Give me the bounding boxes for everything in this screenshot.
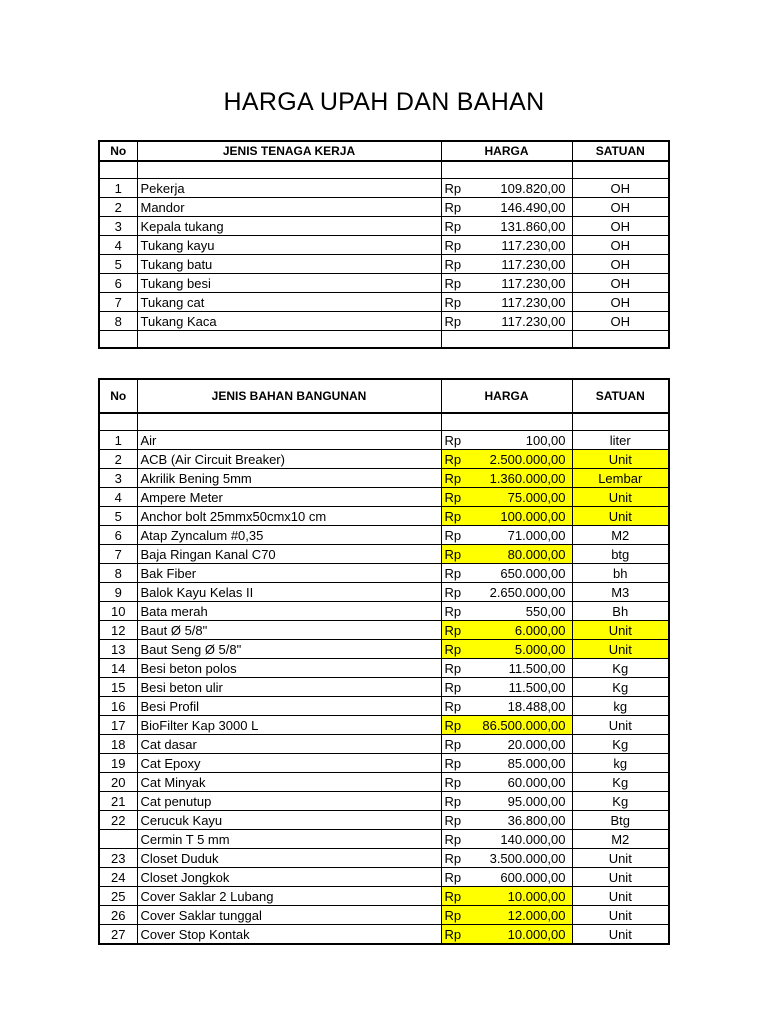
price-value: 2.650.000,00 [473, 583, 572, 602]
row-number: 20 [99, 773, 137, 792]
item-name: Bata merah [137, 602, 441, 621]
unit-value: bh [572, 564, 669, 583]
price-value: 600.000,00 [473, 868, 572, 887]
currency-label: Rp [441, 735, 473, 754]
price-value: 131.860,00 [473, 217, 572, 236]
header-price: HARGA [441, 141, 572, 161]
table-row [99, 469, 669, 488]
item-name: Anchor bolt 25mmx50cmx10 cm [137, 507, 441, 526]
item-name: Cat Minyak [137, 773, 441, 792]
unit-value: OH [572, 255, 669, 274]
empty-cell [572, 413, 669, 431]
item-name: Mandor [137, 198, 441, 217]
item-name: Tukang cat [137, 293, 441, 312]
unit-value: M3 [572, 583, 669, 602]
unit-value: OH [572, 179, 669, 198]
table-row [99, 526, 669, 545]
unit-value: OH [572, 274, 669, 293]
item-name: Bak Fiber [137, 564, 441, 583]
price-value: 75.000,00 [473, 488, 572, 507]
row-number: 1 [99, 431, 137, 450]
currency-label: Rp [441, 830, 473, 849]
price-value: 117.230,00 [473, 293, 572, 312]
currency-label: Rp [441, 236, 473, 255]
price-value: 95.000,00 [473, 792, 572, 811]
table-row [99, 217, 669, 236]
item-name: Besi beton polos [137, 659, 441, 678]
row-number: 12 [99, 621, 137, 640]
currency-label: Rp [441, 274, 473, 293]
row-number: 8 [99, 312, 137, 331]
price-value: 18.488,00 [473, 697, 572, 716]
item-name: Cat Epoxy [137, 754, 441, 773]
unit-value: Unit [572, 925, 669, 945]
table-row [99, 754, 669, 773]
unit-value: Bh [572, 602, 669, 621]
row-number: 22 [99, 811, 137, 830]
empty-cell [572, 331, 669, 349]
table-row [99, 640, 669, 659]
currency-label: Rp [441, 887, 473, 906]
table-row [99, 925, 669, 945]
item-name: Tukang batu [137, 255, 441, 274]
item-name: Cover Saklar tunggal [137, 906, 441, 925]
material-price-table [98, 378, 670, 945]
item-name: Kepala tukang [137, 217, 441, 236]
currency-label: Rp [441, 507, 473, 526]
item-name: Tukang Kaca [137, 312, 441, 331]
currency-label: Rp [441, 545, 473, 564]
row-number: 14 [99, 659, 137, 678]
currency-label: Rp [441, 792, 473, 811]
currency-label: Rp [441, 450, 473, 469]
item-name: Baut Seng Ø 5/8" [137, 640, 441, 659]
table-row [99, 179, 669, 198]
price-value: 86.500.000,00 [473, 716, 572, 735]
currency-label: Rp [441, 868, 473, 887]
price-value: 11.500,00 [473, 659, 572, 678]
currency-label: Rp [441, 198, 473, 217]
price-value: 71.000,00 [473, 526, 572, 545]
row-number: 2 [99, 198, 137, 217]
price-value: 117.230,00 [473, 312, 572, 331]
unit-value: OH [572, 217, 669, 236]
item-name: Cat penutup [137, 792, 441, 811]
row-number: 15 [99, 678, 137, 697]
price-value: 117.230,00 [473, 274, 572, 293]
unit-value: OH [572, 293, 669, 312]
table-row [99, 602, 669, 621]
unit-value: Kg [572, 792, 669, 811]
unit-value: OH [572, 198, 669, 217]
item-name: Cermin T 5 mm [137, 830, 441, 849]
unit-value: liter [572, 431, 669, 450]
price-value: 11.500,00 [473, 678, 572, 697]
table-row [99, 906, 669, 925]
table-row [99, 849, 669, 868]
price-value: 85.000,00 [473, 754, 572, 773]
item-name: Besi beton ulir [137, 678, 441, 697]
row-number: 7 [99, 293, 137, 312]
header-no: No [99, 379, 137, 413]
currency-label: Rp [441, 564, 473, 583]
currency-label: Rp [441, 179, 473, 198]
price-value: 12.000,00 [473, 906, 572, 925]
currency-label: Rp [441, 640, 473, 659]
row-number: 5 [99, 255, 137, 274]
item-name: Ampere Meter [137, 488, 441, 507]
currency-label: Rp [441, 659, 473, 678]
empty-cell [473, 161, 572, 179]
currency-label: Rp [441, 754, 473, 773]
currency-label: Rp [441, 906, 473, 925]
price-value: 650.000,00 [473, 564, 572, 583]
row-number: 19 [99, 754, 137, 773]
header-price: HARGA [441, 379, 572, 413]
empty-cell [137, 331, 441, 349]
table-row [99, 312, 669, 331]
item-name: Akrilik Bening 5mm [137, 469, 441, 488]
price-value: 2.500.000,00 [473, 450, 572, 469]
currency-label: Rp [441, 469, 473, 488]
unit-value: Unit [572, 906, 669, 925]
table-row [99, 773, 669, 792]
row-number: 24 [99, 868, 137, 887]
empty-cell [99, 161, 137, 179]
row-number: 25 [99, 887, 137, 906]
empty-cell [137, 413, 441, 431]
table-row [99, 868, 669, 887]
unit-value: kg [572, 697, 669, 716]
price-value: 20.000,00 [473, 735, 572, 754]
unit-value: Kg [572, 678, 669, 697]
unit-value: Unit [572, 507, 669, 526]
unit-value: Unit [572, 621, 669, 640]
currency-label: Rp [441, 697, 473, 716]
table-row [99, 431, 669, 450]
row-number: 5 [99, 507, 137, 526]
unit-value: OH [572, 236, 669, 255]
item-name: Closet Jongkok [137, 868, 441, 887]
row-number: 17 [99, 716, 137, 735]
table-row [99, 488, 669, 507]
currency-label: Rp [441, 583, 473, 602]
unit-value: M2 [572, 830, 669, 849]
currency-label: Rp [441, 293, 473, 312]
unit-value: M2 [572, 526, 669, 545]
table-row [99, 583, 669, 602]
table-row [99, 450, 669, 469]
row-number: 3 [99, 469, 137, 488]
currency-label: Rp [441, 217, 473, 236]
unit-value: Unit [572, 450, 669, 469]
price-value: 36.800,00 [473, 811, 572, 830]
price-value: 3.500.000,00 [473, 849, 572, 868]
price-value: 1.360.000,00 [473, 469, 572, 488]
table-row [99, 811, 669, 830]
item-name: Pekerja [137, 179, 441, 198]
item-name: Air [137, 431, 441, 450]
currency-label: Rp [441, 255, 473, 274]
labor-wage-table [98, 140, 670, 349]
empty-cell [137, 161, 441, 179]
currency-label: Rp [441, 602, 473, 621]
price-value: 10.000,00 [473, 925, 572, 945]
item-name: BioFilter Kap 3000 L [137, 716, 441, 735]
table-row [99, 293, 669, 312]
table-row [99, 236, 669, 255]
price-value: 100,00 [473, 431, 572, 450]
currency-label: Rp [441, 716, 473, 735]
unit-value: Unit [572, 488, 669, 507]
price-value: 5.000,00 [473, 640, 572, 659]
empty-cell [99, 331, 137, 349]
header-unit: SATUAN [572, 141, 669, 161]
row-number: 9 [99, 583, 137, 602]
row-number: 3 [99, 217, 137, 236]
unit-value: kg [572, 754, 669, 773]
row-number: 8 [99, 564, 137, 583]
item-name: Cat dasar [137, 735, 441, 754]
row-number: 27 [99, 925, 137, 945]
table-row [99, 735, 669, 754]
unit-value: Unit [572, 849, 669, 868]
unit-value: Unit [572, 640, 669, 659]
row-number: 7 [99, 545, 137, 564]
header-unit: SATUAN [572, 379, 669, 413]
unit-value: Unit [572, 868, 669, 887]
row-number: 16 [99, 697, 137, 716]
price-value: 146.490,00 [473, 198, 572, 217]
currency-label: Rp [441, 811, 473, 830]
currency-label: Rp [441, 621, 473, 640]
unit-value: Kg [572, 735, 669, 754]
unit-value: Btg [572, 811, 669, 830]
currency-label: Rp [441, 526, 473, 545]
item-name: Closet Duduk [137, 849, 441, 868]
item-name: Cerucuk Kayu [137, 811, 441, 830]
row-number: 10 [99, 602, 137, 621]
price-value: 109.820,00 [473, 179, 572, 198]
unit-value: Lembar [572, 469, 669, 488]
empty-cell [572, 161, 669, 179]
row-number: 4 [99, 488, 137, 507]
table-row [99, 621, 669, 640]
table-row [99, 274, 669, 293]
empty-cell [441, 161, 473, 179]
price-value: 6.000,00 [473, 621, 572, 640]
item-name: Baja Ringan Kanal C70 [137, 545, 441, 564]
currency-label: Rp [441, 431, 473, 450]
blank-row [99, 413, 669, 431]
currency-label: Rp [441, 678, 473, 697]
labor-header-row [99, 141, 669, 161]
price-value: 117.230,00 [473, 255, 572, 274]
table-row [99, 564, 669, 583]
row-number: 1 [99, 179, 137, 198]
row-number: 6 [99, 274, 137, 293]
row-number: 6 [99, 526, 137, 545]
materials-header-row [99, 379, 669, 413]
empty-cell [473, 331, 572, 349]
row-number: 26 [99, 906, 137, 925]
table-row [99, 887, 669, 906]
table-row [99, 545, 669, 564]
item-name: Atap Zyncalum #0,35 [137, 526, 441, 545]
blank-row [99, 331, 669, 349]
unit-value: btg [572, 545, 669, 564]
header-labor-type: JENIS TENAGA KERJA [137, 141, 441, 161]
item-name: Cover Stop Kontak [137, 925, 441, 945]
item-name: Baut Ø 5/8" [137, 621, 441, 640]
table-row [99, 198, 669, 217]
currency-label: Rp [441, 312, 473, 331]
table-row [99, 792, 669, 811]
table-row [99, 659, 669, 678]
price-value: 80.000,00 [473, 545, 572, 564]
currency-label: Rp [441, 849, 473, 868]
row-number: 2 [99, 450, 137, 469]
blank-row [99, 161, 669, 179]
row-number: 13 [99, 640, 137, 659]
unit-value: Unit [572, 716, 669, 735]
empty-cell [473, 413, 572, 431]
row-number: 4 [99, 236, 137, 255]
currency-label: Rp [441, 773, 473, 792]
empty-cell [99, 413, 137, 431]
header-material-type: JENIS BAHAN BANGUNAN [137, 379, 441, 413]
currency-label: Rp [441, 488, 473, 507]
table-row [99, 255, 669, 274]
item-name: Besi Profil [137, 697, 441, 716]
price-value: 10.000,00 [473, 887, 572, 906]
header-no: No [99, 141, 137, 161]
item-name: Tukang besi [137, 274, 441, 293]
item-name: ACB (Air Circuit Breaker) [137, 450, 441, 469]
unit-value: Kg [572, 659, 669, 678]
currency-label: Rp [441, 925, 473, 945]
row-number: 18 [99, 735, 137, 754]
price-value: 550,00 [473, 602, 572, 621]
item-name: Cover Saklar 2 Lubang [137, 887, 441, 906]
table-row [99, 507, 669, 526]
item-name: Balok Kayu Kelas II [137, 583, 441, 602]
price-value: 60.000,00 [473, 773, 572, 792]
table-row [99, 697, 669, 716]
row-number: 23 [99, 849, 137, 868]
price-value: 100.000,00 [473, 507, 572, 526]
item-name: Tukang kayu [137, 236, 441, 255]
unit-value: Unit [572, 887, 669, 906]
page-title: HARGA UPAH DAN BAHAN [223, 88, 545, 116]
price-value: 140.000,00 [473, 830, 572, 849]
row-number: 21 [99, 792, 137, 811]
price-value: 117.230,00 [473, 236, 572, 255]
table-row [99, 830, 669, 849]
table-row [99, 678, 669, 697]
unit-value: Kg [572, 773, 669, 792]
unit-value: OH [572, 312, 669, 331]
empty-cell [441, 413, 473, 431]
empty-cell [441, 331, 473, 349]
table-row [99, 716, 669, 735]
row-number [99, 830, 137, 849]
